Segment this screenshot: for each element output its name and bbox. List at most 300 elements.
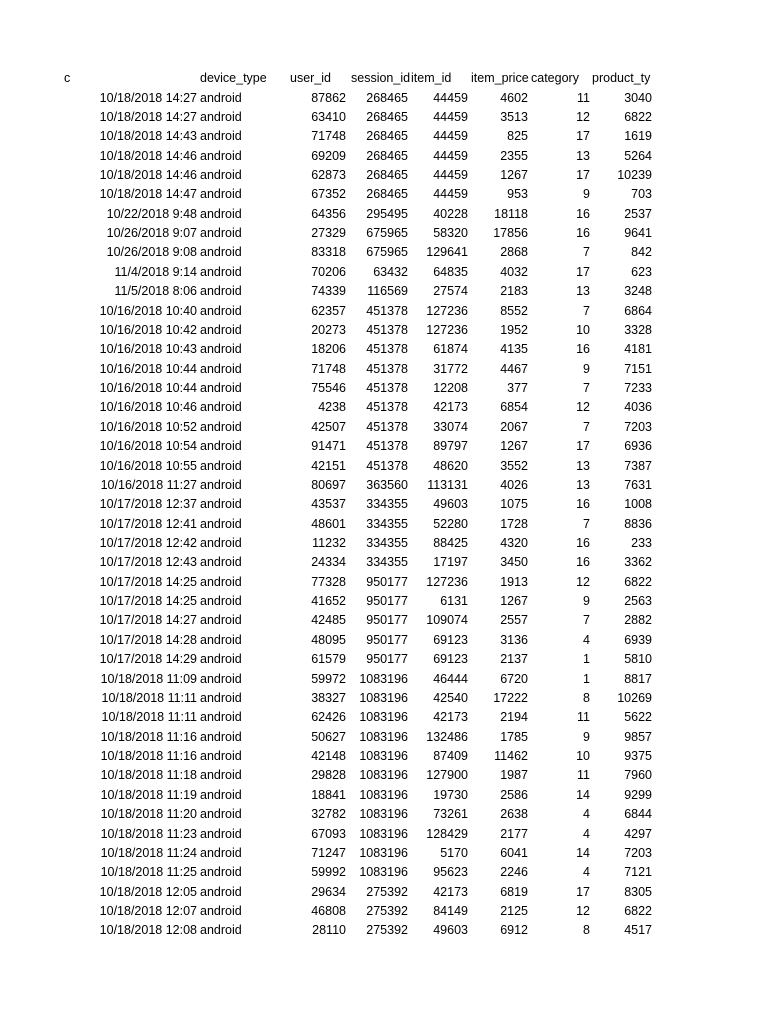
item-id-cell: 109074: [426, 613, 468, 628]
table-row: [0, 553, 768, 572]
product-type-cell: 842: [631, 245, 652, 260]
category-cell: 7: [583, 516, 590, 531]
session-id-cell: 275392: [366, 904, 408, 919]
category-cell: 8: [583, 690, 590, 705]
item-price-cell: 2868: [500, 245, 528, 260]
user-id-cell: 59972: [311, 671, 346, 686]
user-id-cell: 71247: [311, 845, 346, 860]
product-type-cell: 5810: [624, 652, 652, 667]
table-row: [0, 108, 768, 127]
session-id-cell: 1083196: [359, 749, 408, 764]
category-cell: 17: [576, 264, 590, 279]
device-type-cell: android: [200, 497, 242, 512]
category-cell: 14: [576, 787, 590, 802]
session-id-cell: 275392: [366, 884, 408, 899]
user-id-cell: 50627: [311, 729, 346, 744]
product-type-cell: 8817: [624, 671, 652, 686]
category-cell: 1: [583, 671, 590, 686]
device-type-cell: android: [200, 109, 242, 124]
item-price-cell: 2246: [500, 865, 528, 880]
item-price-cell: 4026: [500, 477, 528, 492]
table-row: [0, 825, 768, 844]
session-id-cell: 1083196: [359, 690, 408, 705]
item-price-cell: 2067: [500, 419, 528, 434]
timestamp-cell: 10/16/2018 10:46: [99, 400, 197, 415]
user-id-cell: 62357: [311, 303, 346, 318]
timestamp-cell: 10/18/2018 11:16: [100, 749, 197, 764]
item-id-cell: 6131: [440, 594, 468, 609]
item-price-cell: 2194: [500, 710, 528, 725]
user-id-cell: 38327: [311, 690, 346, 705]
device-type-cell: android: [200, 264, 242, 279]
item-id-cell: 64835: [433, 264, 468, 279]
product-type-cell: 4036: [624, 400, 652, 415]
item-id-cell: 12208: [433, 381, 468, 396]
category-cell: 7: [583, 303, 590, 318]
item-price-cell: 18118: [494, 206, 528, 221]
user-id-cell: 62873: [311, 167, 346, 182]
user-id-cell: 29828: [311, 768, 346, 783]
session-id-cell: 1083196: [359, 671, 408, 686]
item-id-cell: 52280: [433, 516, 468, 531]
session-id-cell: 950177: [366, 632, 408, 647]
timestamp-cell: 10/18/2018 11:09: [100, 671, 197, 686]
session-id-cell: 268465: [366, 109, 408, 124]
session-id-cell: 268465: [366, 90, 408, 105]
device-type-cell: android: [200, 226, 242, 241]
timestamp-cell: 10/18/2018 14:46: [99, 148, 197, 163]
item-id-cell: 44459: [433, 187, 468, 202]
table-row: [0, 689, 768, 708]
item-price-cell: 1728: [500, 516, 528, 531]
table-row: [0, 495, 768, 514]
session-id-cell: 675965: [366, 245, 408, 260]
item-id-cell: 128429: [426, 826, 468, 841]
timestamp-cell: 10/16/2018 10:44: [99, 361, 197, 376]
device-type-cell: android: [200, 90, 242, 105]
timestamp-cell: 10/17/2018 12:43: [99, 555, 197, 570]
product-type-cell: 7151: [624, 361, 652, 376]
item-price-cell: 6854: [500, 400, 528, 415]
category-cell: 4: [583, 632, 590, 647]
user-id-cell: 42148: [311, 749, 346, 764]
item-id-cell: 19730: [433, 787, 468, 802]
category-cell: 4: [583, 826, 590, 841]
timestamp-cell: 10/18/2018 11:16: [100, 729, 197, 744]
product-type-cell: 623: [631, 264, 652, 279]
item-id-cell: 84149: [433, 904, 468, 919]
user-id-cell: 87862: [311, 90, 346, 105]
item-price-cell: 4320: [500, 536, 528, 550]
item-price-cell: 6912: [500, 923, 528, 938]
category-cell: 10: [576, 322, 590, 337]
device-type-cell: android: [200, 148, 242, 163]
item-id-cell: 42540: [433, 690, 468, 705]
item-id-cell: 58320: [433, 226, 468, 241]
table-row: [0, 902, 768, 921]
user-id-cell: 75546: [311, 381, 346, 396]
table-row: [0, 360, 768, 379]
timestamp-cell: 10/17/2018 12:42: [99, 536, 197, 550]
timestamp-cell: 10/26/2018 9:07: [106, 226, 197, 241]
timestamp-cell: 10/17/2018 12:41: [99, 516, 197, 531]
device-type-cell: android: [200, 613, 242, 628]
item-price-cell: 17222: [493, 690, 528, 705]
user-id-cell: 20273: [311, 322, 346, 337]
item-price-cell: 6041: [500, 845, 528, 860]
user-id-cell: 67093: [311, 826, 346, 841]
device-type-cell: android: [200, 690, 242, 705]
timestamp-cell: 11/5/2018 8:06: [114, 284, 197, 299]
user-id-cell: 80697: [311, 477, 346, 492]
timestamp-cell: 10/18/2018 14:27: [99, 109, 197, 124]
item-id-cell: 44459: [433, 167, 468, 182]
item-price-cell: 2355: [500, 148, 528, 163]
user-id-cell: 18206: [311, 342, 346, 357]
device-type-cell: android: [200, 536, 242, 550]
product-type-cell: 9641: [624, 226, 652, 241]
timestamp-cell: 10/17/2018 14:29: [99, 652, 197, 667]
table-row: [0, 728, 768, 747]
product-type-cell: 3248: [624, 284, 652, 299]
item-id-cell: 42173: [433, 400, 468, 415]
timestamp-cell: 10/17/2018 14:27: [99, 613, 197, 628]
item-price-cell: 4467: [500, 361, 528, 376]
item-id-cell: 46444: [433, 671, 468, 686]
timestamp-cell: 10/18/2018 14:43: [99, 129, 197, 144]
device-type-cell: android: [200, 381, 242, 396]
item-price-cell: 1075: [500, 497, 528, 512]
item-price-cell: 17856: [493, 226, 528, 241]
header-device-type: device_type: [200, 71, 267, 85]
session-id-cell: 451378: [366, 361, 408, 376]
session-id-cell: 950177: [366, 594, 408, 609]
device-type-cell: android: [200, 477, 242, 492]
table-row: [0, 573, 768, 592]
session-id-cell: 1083196: [359, 865, 408, 880]
user-id-cell: 46808: [311, 904, 346, 919]
product-type-cell: 5622: [624, 710, 652, 725]
category-cell: 7: [583, 245, 590, 260]
product-type-cell: 3328: [624, 322, 652, 337]
item-price-cell: 2183: [500, 284, 528, 299]
header-user-id: user_id: [290, 71, 331, 85]
item-price-cell: 2638: [500, 807, 528, 822]
device-type-cell: android: [200, 749, 242, 764]
device-type-cell: android: [200, 594, 242, 609]
timestamp-cell: 10/22/2018 9:48: [106, 206, 197, 221]
item-price-cell: 953: [507, 187, 528, 202]
item-price-cell: 1267: [500, 594, 528, 609]
session-id-cell: 363560: [366, 477, 408, 492]
user-id-cell: 67352: [311, 187, 346, 202]
item-price-cell: 4135: [500, 342, 528, 357]
table-row: [0, 534, 768, 553]
category-cell: 12: [576, 400, 590, 415]
item-id-cell: 113131: [427, 477, 468, 492]
table-row: [0, 921, 768, 940]
product-type-cell: 6822: [624, 574, 652, 589]
table-row: [0, 340, 768, 359]
product-type-cell: 6822: [624, 109, 652, 124]
category-cell: 12: [576, 574, 590, 589]
table-row: [0, 224, 768, 243]
session-id-cell: 1083196: [359, 729, 408, 744]
device-type-cell: android: [200, 574, 242, 589]
user-id-cell: 61579: [311, 652, 346, 667]
header-row: [0, 69, 768, 88]
session-id-cell: 1083196: [359, 807, 408, 822]
session-id-cell: 451378: [366, 458, 408, 473]
user-id-cell: 62426: [311, 710, 346, 725]
item-id-cell: 127900: [426, 768, 468, 783]
user-id-cell: 59992: [311, 865, 346, 880]
timestamp-cell: 10/16/2018 10:43: [99, 342, 197, 357]
item-id-cell: 95623: [433, 865, 468, 880]
header-product-type: product_ty: [592, 71, 651, 85]
product-type-cell: 4297: [624, 826, 652, 841]
device-type-cell: android: [200, 787, 242, 802]
session-id-cell: 1083196: [359, 710, 408, 725]
device-type-cell: android: [200, 768, 242, 783]
item-id-cell: 89797: [433, 439, 468, 454]
timestamp-cell: 10/18/2018 14:27: [99, 90, 197, 105]
timestamp-cell: 10/16/2018 10:52: [99, 419, 197, 434]
session-id-cell: 63432: [373, 264, 408, 279]
product-type-cell: 7121: [624, 865, 652, 880]
product-type-cell: 5264: [624, 148, 652, 163]
category-cell: 9: [583, 361, 590, 376]
table-row: [0, 379, 768, 398]
category-cell: 8: [583, 923, 590, 938]
timestamp-cell: 10/17/2018 14:25: [99, 594, 197, 609]
item-id-cell: 69123: [433, 632, 468, 647]
device-type-cell: android: [200, 729, 242, 744]
device-type-cell: android: [200, 245, 242, 260]
device-type-cell: android: [200, 458, 242, 473]
timestamp-cell: 10/17/2018 14:28: [99, 632, 197, 647]
item-id-cell: 127236: [426, 574, 468, 589]
product-type-cell: 4517: [624, 923, 652, 938]
header-category: category: [531, 71, 579, 85]
item-id-cell: 31772: [433, 361, 468, 376]
product-type-cell: 6844: [624, 807, 652, 822]
user-id-cell: 70206: [311, 264, 346, 279]
device-type-cell: android: [200, 710, 242, 725]
item-price-cell: 1267: [500, 167, 528, 182]
table-row: [0, 263, 768, 282]
category-cell: 7: [583, 613, 590, 628]
user-id-cell: 48095: [311, 632, 346, 647]
item-price-cell: 1785: [500, 729, 528, 744]
timestamp-cell: 10/16/2018 10:40: [99, 303, 197, 318]
user-id-cell: 41652: [311, 594, 346, 609]
item-id-cell: 61874: [433, 342, 468, 357]
product-type-cell: 4181: [624, 342, 652, 357]
item-price-cell: 2586: [500, 787, 528, 802]
category-cell: 11: [577, 710, 590, 725]
table-row: [0, 185, 768, 204]
session-id-cell: 950177: [366, 652, 408, 667]
device-type-cell: android: [200, 845, 242, 860]
category-cell: 13: [576, 458, 590, 473]
product-type-cell: 1008: [624, 497, 652, 512]
product-type-cell: 9375: [624, 749, 652, 764]
device-type-cell: android: [200, 865, 242, 880]
user-id-cell: 71748: [311, 361, 346, 376]
category-cell: 12: [576, 109, 590, 124]
session-id-cell: 1083196: [359, 845, 408, 860]
session-id-cell: 950177: [366, 613, 408, 628]
item-price-cell: 3552: [500, 458, 528, 473]
item-price-cell: 2177: [500, 826, 528, 841]
product-type-cell: 10239: [617, 167, 652, 182]
item-price-cell: 2557: [500, 613, 528, 628]
category-cell: 11: [577, 90, 590, 105]
product-type-cell: 3362: [624, 555, 652, 570]
product-type-cell: 9299: [624, 787, 652, 802]
timestamp-cell: 10/16/2018 11:27: [100, 477, 197, 492]
product-type-cell: 7387: [624, 458, 652, 473]
category-cell: 16: [576, 536, 590, 550]
device-type-cell: android: [200, 652, 242, 667]
item-price-cell: 2125: [500, 904, 528, 919]
session-id-cell: 334355: [366, 536, 408, 550]
item-price-cell: 1267: [500, 439, 528, 454]
timestamp-cell: 10/18/2018 11:19: [100, 787, 197, 802]
item-price-cell: 1987: [500, 768, 528, 783]
product-type-cell: 7960: [624, 768, 652, 783]
item-price-cell: 8552: [500, 303, 528, 318]
device-type-cell: android: [200, 632, 242, 647]
table-row: [0, 786, 768, 805]
category-cell: 4: [583, 807, 590, 822]
session-id-cell: 334355: [366, 497, 408, 512]
item-price-cell: 2137: [500, 652, 528, 667]
device-type-cell: android: [200, 923, 242, 938]
table-row: [0, 805, 768, 824]
user-id-cell: 77328: [311, 574, 346, 589]
device-type-cell: android: [200, 671, 242, 686]
device-type-cell: android: [200, 826, 242, 841]
category-cell: 13: [576, 148, 590, 163]
device-type-cell: android: [200, 400, 242, 415]
category-cell: 16: [576, 206, 590, 221]
timestamp-cell: 10/26/2018 9:08: [106, 245, 197, 260]
device-type-cell: android: [200, 303, 242, 318]
timestamp-cell: 10/16/2018 10:54: [99, 439, 197, 454]
category-cell: 13: [576, 284, 590, 299]
user-id-cell: 4238: [318, 400, 346, 415]
category-cell: 9: [583, 187, 590, 202]
product-type-cell: 6939: [624, 632, 652, 647]
item-price-cell: 4032: [500, 264, 528, 279]
device-type-cell: android: [200, 555, 242, 570]
device-type-cell: android: [200, 904, 242, 919]
header-session-id: session_id: [351, 71, 411, 85]
timestamp-cell: 10/18/2018 11:20: [100, 807, 197, 822]
item-id-cell: 44459: [433, 90, 468, 105]
timestamp-cell: 10/18/2018 11:23: [100, 826, 197, 841]
item-price-cell: 825: [507, 129, 528, 144]
item-id-cell: 27574: [433, 284, 468, 299]
session-id-cell: 268465: [366, 187, 408, 202]
table-row: [0, 282, 768, 301]
table-row: [0, 515, 768, 534]
session-id-cell: 295495: [366, 206, 408, 221]
user-id-cell: 24334: [311, 555, 346, 570]
item-id-cell: 42173: [433, 884, 468, 899]
device-type-cell: android: [200, 167, 242, 182]
item-id-cell: 88425: [433, 536, 468, 550]
item-id-cell: 73261: [433, 807, 468, 822]
item-id-cell: 44459: [433, 148, 468, 163]
session-id-cell: 268465: [366, 167, 408, 182]
device-type-cell: android: [200, 884, 242, 899]
item-price-cell: 3513: [500, 109, 528, 124]
table-row: [0, 670, 768, 689]
table-row: [0, 302, 768, 321]
category-cell: 17: [576, 167, 590, 182]
product-type-cell: 7203: [624, 419, 652, 434]
session-id-cell: 116569: [367, 284, 408, 299]
session-id-cell: 268465: [366, 148, 408, 163]
item-price-cell: 377: [507, 381, 528, 396]
session-id-cell: 1083196: [359, 787, 408, 802]
device-type-cell: android: [200, 342, 242, 357]
product-type-cell: 2882: [624, 613, 652, 628]
device-type-cell: android: [200, 439, 242, 454]
user-id-cell: 28110: [312, 923, 346, 938]
session-id-cell: 1083196: [359, 768, 408, 783]
table-row: [0, 166, 768, 185]
device-type-cell: android: [200, 516, 242, 531]
user-id-cell: 32782: [311, 807, 346, 822]
device-type-cell: android: [200, 419, 242, 434]
category-cell: 17: [576, 129, 590, 144]
item-id-cell: 48620: [433, 458, 468, 473]
session-id-cell: 1083196: [359, 826, 408, 841]
user-id-cell: 42485: [311, 613, 346, 628]
category-cell: 4: [583, 865, 590, 880]
category-cell: 16: [576, 497, 590, 512]
timestamp-cell: 10/16/2018 10:44: [99, 381, 197, 396]
category-cell: 16: [576, 555, 590, 570]
product-type-cell: 10269: [617, 690, 652, 705]
user-id-cell: 43537: [311, 497, 346, 512]
item-price-cell: 4602: [500, 90, 528, 105]
table-row: [0, 747, 768, 766]
table-row: [0, 844, 768, 863]
session-id-cell: 451378: [366, 303, 408, 318]
table-row: [0, 321, 768, 340]
category-cell: 16: [576, 342, 590, 357]
item-price-cell: 6720: [500, 671, 528, 686]
user-id-cell: 42507: [311, 419, 346, 434]
item-id-cell: 49603: [433, 923, 468, 938]
timestamp-cell: 10/18/2018 14:46: [99, 167, 197, 182]
session-id-cell: 451378: [366, 342, 408, 357]
table-row: [0, 89, 768, 108]
user-id-cell: 27329: [311, 226, 346, 241]
item-id-cell: 42173: [433, 710, 468, 725]
header-item-price: item_price: [471, 71, 529, 85]
item-id-cell: 127236: [426, 322, 468, 337]
user-id-cell: 42151: [311, 458, 346, 473]
session-id-cell: 451378: [366, 439, 408, 454]
item-id-cell: 129641: [426, 245, 468, 260]
category-cell: 7: [583, 381, 590, 396]
